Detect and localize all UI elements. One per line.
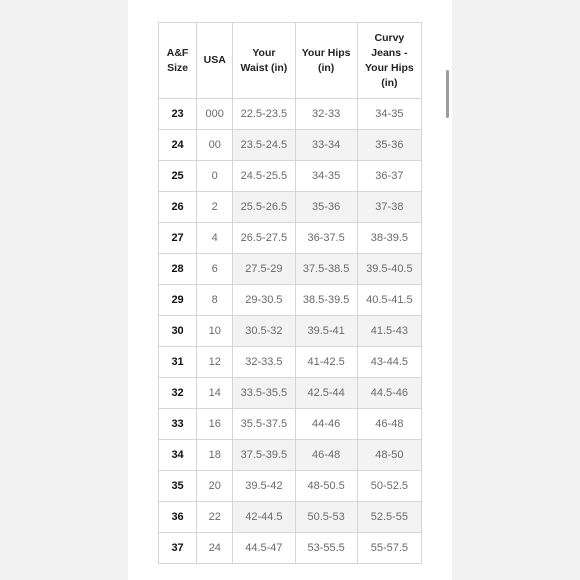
cell-usa: 16 xyxy=(197,409,233,440)
cell-hips: 44-46 xyxy=(295,409,357,440)
cell-curvy-hips: 41.5-43 xyxy=(357,316,421,347)
cell-usa: 00 xyxy=(197,130,233,161)
cell-hips: 37.5-38.5 xyxy=(295,254,357,285)
cell-usa: 22 xyxy=(197,502,233,533)
cell-hips: 34-35 xyxy=(295,161,357,192)
header-waist xyxy=(233,23,295,99)
header-line: Curvy xyxy=(374,31,405,44)
scrollbar[interactable] xyxy=(445,0,451,580)
cell-af-size: 35 xyxy=(159,471,197,502)
cell-curvy-hips: 52.5-55 xyxy=(357,502,421,533)
table-row xyxy=(159,316,422,347)
header-line: Waist (in) xyxy=(240,61,288,74)
cell-usa: 6 xyxy=(197,254,233,285)
cell-hips: 33-34 xyxy=(295,130,357,161)
cell-curvy-hips: 50-52.5 xyxy=(357,471,421,502)
cell-usa: 12 xyxy=(197,347,233,378)
header-usa xyxy=(197,23,233,99)
cell-af-size: 34 xyxy=(159,440,197,471)
table-body xyxy=(159,99,422,564)
cell-waist: 22.5-23.5 xyxy=(233,99,295,130)
header-line: (in) xyxy=(381,76,398,89)
table-row xyxy=(159,223,422,254)
cell-curvy-hips: 36-37 xyxy=(357,161,421,192)
header-line: Your Hips xyxy=(301,46,351,59)
header-line: Your xyxy=(252,46,276,59)
table-row xyxy=(159,254,422,285)
table-row xyxy=(159,192,422,223)
cell-waist: 23.5-24.5 xyxy=(233,130,295,161)
cell-hips: 41-42.5 xyxy=(295,347,357,378)
cell-af-size: 37 xyxy=(159,533,197,564)
cell-curvy-hips: 39.5-40.5 xyxy=(357,254,421,285)
cell-usa: 000 xyxy=(197,99,233,130)
table-row xyxy=(159,471,422,502)
header-line: A&F xyxy=(166,46,189,59)
cell-usa: 18 xyxy=(197,440,233,471)
cell-hips: 32-33 xyxy=(295,99,357,130)
cell-waist: 24.5-25.5 xyxy=(233,161,295,192)
cell-af-size: 33 xyxy=(159,409,197,440)
cell-af-size: 31 xyxy=(159,347,197,378)
cell-hips: 48-50.5 xyxy=(295,471,357,502)
table-row xyxy=(159,161,422,192)
cell-waist: 26.5-27.5 xyxy=(233,223,295,254)
cell-waist: 25.5-26.5 xyxy=(233,192,295,223)
cell-curvy-hips: 37-38 xyxy=(357,192,421,223)
cell-curvy-hips: 38-39.5 xyxy=(357,223,421,254)
cell-af-size: 26 xyxy=(159,192,197,223)
cell-waist: 33.5-35.5 xyxy=(233,378,295,409)
cell-waist: 35.5-37.5 xyxy=(233,409,295,440)
cell-waist: 37.5-39.5 xyxy=(233,440,295,471)
cell-usa: 24 xyxy=(197,533,233,564)
cell-hips: 42.5-44 xyxy=(295,378,357,409)
cell-usa: 20 xyxy=(197,471,233,502)
cell-waist: 32-33.5 xyxy=(233,347,295,378)
cell-hips: 36-37.5 xyxy=(295,223,357,254)
cell-curvy-hips: 46-48 xyxy=(357,409,421,440)
header-hips xyxy=(295,23,357,99)
cell-hips: 38.5-39.5 xyxy=(295,285,357,316)
table-row xyxy=(159,440,422,471)
cell-waist: 44.5-47 xyxy=(233,533,295,564)
cell-hips: 39.5-41 xyxy=(295,316,357,347)
cell-af-size: 29 xyxy=(159,285,197,316)
cell-hips: 46-48 xyxy=(295,440,357,471)
cell-curvy-hips: 44.5-46 xyxy=(357,378,421,409)
cell-curvy-hips: 35-36 xyxy=(357,130,421,161)
cell-af-size: 36 xyxy=(159,502,197,533)
header-row xyxy=(159,23,422,99)
cell-usa: 8 xyxy=(197,285,233,316)
table-row xyxy=(159,533,422,564)
table-row xyxy=(159,378,422,409)
cell-usa: 4 xyxy=(197,223,233,254)
header-af-size xyxy=(159,23,197,99)
cell-waist: 42-44.5 xyxy=(233,502,295,533)
table-row xyxy=(159,502,422,533)
table-row xyxy=(159,99,422,130)
cell-curvy-hips: 40.5-41.5 xyxy=(357,285,421,316)
cell-af-size: 25 xyxy=(159,161,197,192)
cell-hips: 53-55.5 xyxy=(295,533,357,564)
header-curvy-hips xyxy=(357,23,421,99)
scrollbar-thumb[interactable] xyxy=(446,70,449,118)
cell-waist: 39.5-42 xyxy=(233,471,295,502)
header-line: Size xyxy=(167,61,189,74)
table-row xyxy=(159,285,422,316)
cell-af-size: 23 xyxy=(159,99,197,130)
cell-waist: 27.5-29 xyxy=(233,254,295,285)
cell-waist: 29-30.5 xyxy=(233,285,295,316)
cell-waist: 30.5-32 xyxy=(233,316,295,347)
cell-af-size: 27 xyxy=(159,223,197,254)
header-line: USA xyxy=(203,54,226,66)
cell-usa: 10 xyxy=(197,316,233,347)
cell-hips: 35-36 xyxy=(295,192,357,223)
header-line: (in) xyxy=(317,61,335,74)
cell-hips: 50.5-53 xyxy=(295,502,357,533)
cell-af-size: 28 xyxy=(159,254,197,285)
cell-curvy-hips: 48-50 xyxy=(357,440,421,471)
cell-af-size: 32 xyxy=(159,378,197,409)
table-row xyxy=(159,347,422,378)
cell-usa: 2 xyxy=(197,192,233,223)
cell-curvy-hips: 55-57.5 xyxy=(357,533,421,564)
header-line: Jeans - xyxy=(371,46,408,59)
table-row xyxy=(159,130,422,161)
table-row xyxy=(159,409,422,440)
cell-usa: 14 xyxy=(197,378,233,409)
header-line: Your Hips xyxy=(364,61,414,74)
cell-usa: 0 xyxy=(197,161,233,192)
cell-curvy-hips: 34-35 xyxy=(357,99,421,130)
cell-curvy-hips: 43-44.5 xyxy=(357,347,421,378)
cell-af-size: 30 xyxy=(159,316,197,347)
cell-af-size: 24 xyxy=(159,130,197,161)
size-chart-table xyxy=(158,22,422,564)
